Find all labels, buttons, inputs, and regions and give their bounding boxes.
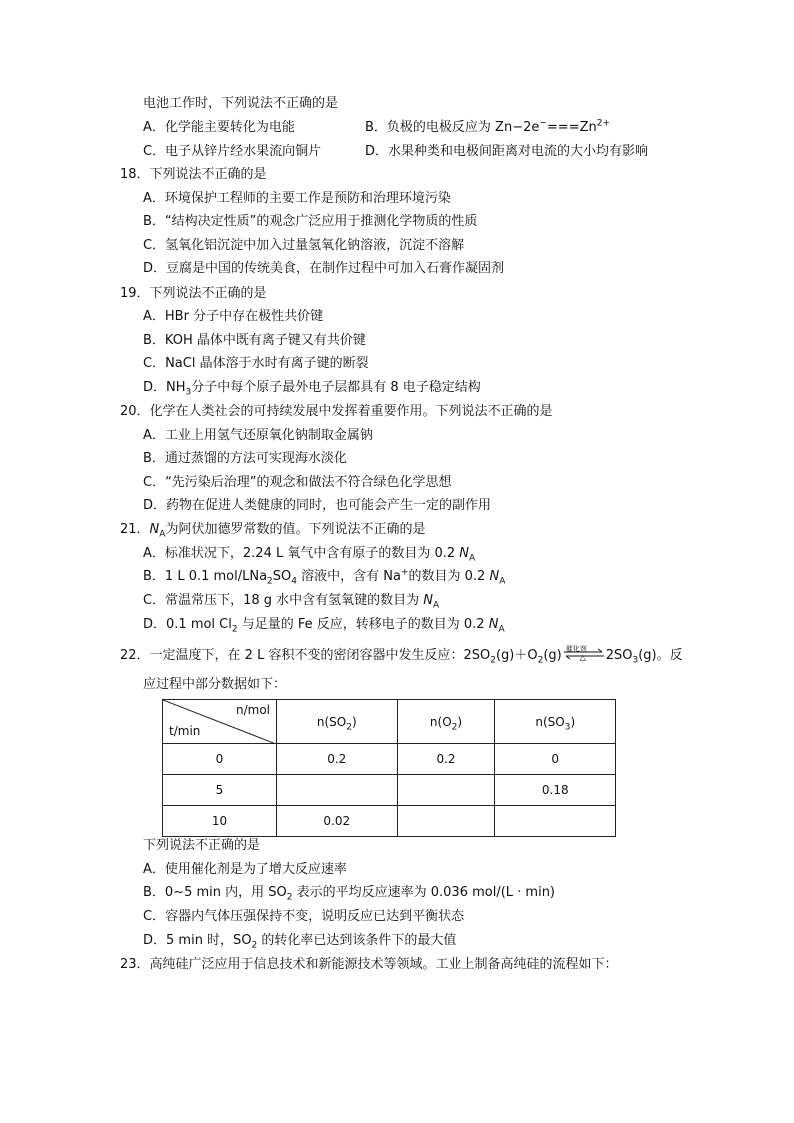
catalyst-label: 催化剂 — [565, 645, 587, 653]
reversible-arrow-icon — [562, 645, 606, 663]
table-cell: 5 — [163, 775, 277, 806]
q19-option-c: C．NaCl 晶体溶于水时有离子键的断裂 — [143, 356, 369, 371]
q19-stem: 19．下列说法不正确的是 — [120, 286, 267, 301]
table-cell: 0.2 — [397, 744, 495, 775]
q21-option-c: C．常温常压下，18 g 水中含有氢氧键的数目为 $N_A$ — [143, 593, 440, 611]
q21-option-b: B．1 L 0.1 mol/$LNa_2SO_4$ 溶液中，含有 Na+的数目为 0.2 $N_A$ — [143, 567, 506, 587]
q20-stem: 20．化学在人类社会的可持续发展中发挥着重要作用。下列说法不正确的是 — [120, 404, 553, 419]
table-row — [163, 744, 616, 775]
q22-stem-line2: 应过程中部分数据如下： — [143, 677, 287, 692]
table-cell — [495, 806, 616, 837]
header-n-so3: $n(SO_3)$ — [495, 700, 616, 744]
q17-option-b: B．负极的电极反应为 $Zn-2e^-===Zn^{2+}$ — [365, 118, 611, 135]
q17-option-c: C．电子从锌片经水果流向铜片 — [143, 144, 322, 159]
q18-option-b: B．“结构决定性质”的观念广泛应用于推测化学物质的性质 — [143, 214, 478, 229]
table-cell: 0 — [163, 744, 277, 775]
q18-option-c: C．氢氧化铝沉淀中加入过量氢氧化钠溶液，沉淀不溶解 — [143, 238, 465, 253]
table-cell: 0.02 — [277, 806, 398, 837]
header-t-min: t/min — [169, 724, 201, 738]
q19-option-d: D．$NH_3$分子中每个原子最外电子层都具有 8 电子稳定结构 — [143, 380, 481, 398]
q22-ask: 下列说法不正确的是 — [143, 838, 261, 853]
q20-option-b: B．通过蒸馏的方法可实现海水淡化 — [143, 451, 347, 466]
q21-stem: 21．$N_A$为阿伏加德罗常数的值。下列说法不正确的是 — [120, 522, 426, 540]
table-cell: 10 — [163, 806, 277, 837]
table-cell — [397, 775, 495, 806]
q22-option-b: B．0~5 min 内，用 $SO_2$ 表示的平均反应速率为 0.036 mol/(L · min) — [143, 885, 556, 903]
q20-option-d: D．药物在促进人类健康的同时，也可能会产生一定的副作用 — [143, 498, 492, 513]
reaction-data-table — [162, 699, 616, 837]
table-cell: 0 — [495, 744, 616, 775]
table-cell — [397, 806, 495, 837]
q22-option-a: A．使用催化剂是为了增大反应速率 — [143, 862, 347, 877]
header-n-o2: $n(O_2)$ — [397, 700, 495, 744]
q19-option-a: A．HBr 分子中存在极性共价键 — [143, 309, 324, 324]
table-row — [163, 775, 616, 806]
q18-option-d: D．豆腐是中国的传统美食，在制作过程中可加入石膏作凝固剂 — [143, 261, 505, 276]
table-cell: 0.18 — [495, 775, 616, 806]
heat-label: △ — [579, 653, 586, 662]
q21-option-d: D．0.1 mol $Cl_2$ 与足量的 Fe 反应，转移电子的数目为 0.2 $N_A$ — [143, 617, 505, 635]
q22-option-c: C．容器内气体压强保持不变，说明反应已达到平衡状态 — [143, 909, 465, 924]
q22-stem: 22．一定温度下，在 2 L 容积不变的密闭容器中发生反应：$2SO_2(g)+O_2(g)$ 催化剂 △ $2SO_3(g)$。反 — [120, 645, 683, 666]
table-corner-cell — [163, 700, 277, 744]
header-n-so2: $n(SO_2)$ — [277, 700, 398, 744]
q17-stem: 电池工作时，下列说法不正确的是 — [143, 96, 339, 111]
q17-option-d: D．水果种类和电极间距离对电流的大小均有影响 — [365, 144, 649, 159]
q19-option-b: B．KOH 晶体中既有离子键又有共价键 — [143, 333, 366, 348]
table-cell: 0.2 — [277, 744, 398, 775]
q17-option-a: A．化学能主要转化为电能 — [143, 120, 295, 135]
q18-stem: 18．下列说法不正确的是 — [120, 167, 267, 182]
q20-option-c: C．“先污染后治理”的观念和做法不符合绿色化学思想 — [143, 475, 452, 490]
table-row — [163, 806, 616, 837]
header-n-mol: n/mol — [235, 703, 270, 717]
q23-stem: 23．高纯硅广泛应用于信息技术和新能源技术等领域。工业上制备高纯硅的流程如下： — [120, 957, 618, 972]
table-header-row — [163, 700, 616, 744]
table-cell — [277, 775, 398, 806]
q21-option-a: A．标准状况下，2.24 L 氧气中含有原子的数目为 0.2 $N_A$ — [143, 546, 476, 564]
q18-option-a: A．环境保护工程师的主要工作是预防和治理环境污染 — [143, 191, 451, 206]
q22-option-d: D．5 min 时，$SO_2$ 的转化率已达到该条件下的最大值 — [143, 933, 457, 951]
q20-option-a: A．工业上用氢气还原氧化钠制取金属钠 — [143, 428, 373, 443]
